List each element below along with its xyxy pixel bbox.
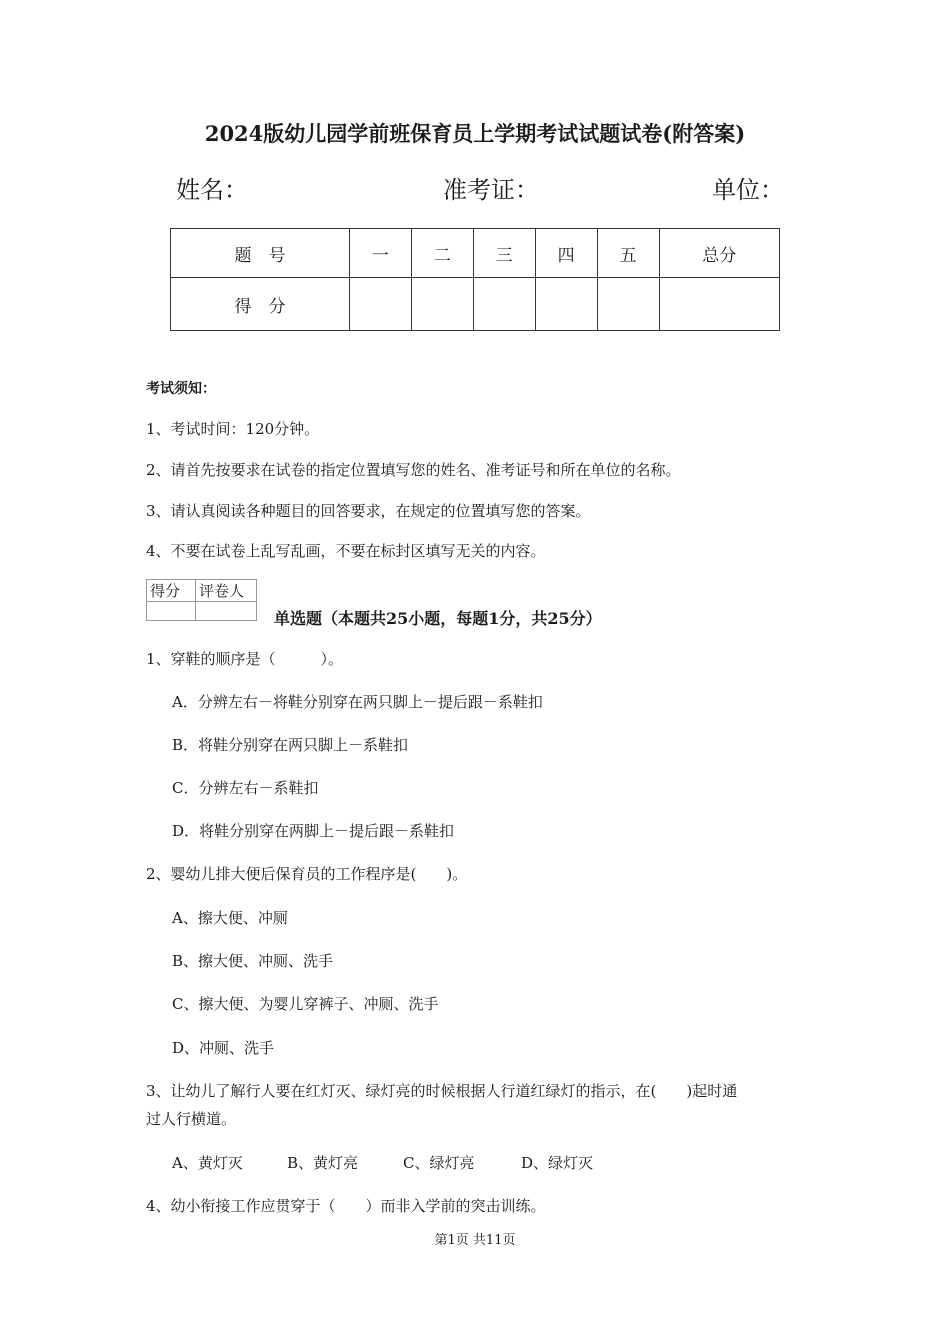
unit-field-label: 单位： bbox=[712, 176, 784, 204]
grader-blank-row bbox=[147, 602, 257, 621]
question-2-option-d: D、冲厕、洗手 bbox=[172, 1039, 275, 1057]
question-3-line-2: 过人行横道。 bbox=[146, 1110, 237, 1128]
page-title: 2024版幼儿园学前班保育员上学期考试试题试卷(附答案) bbox=[204, 121, 746, 146]
question-1-option-d: D．将鞋分别穿在两脚上－提后跟－系鞋扣 bbox=[172, 822, 455, 840]
question-1: 1、穿鞋的顺序是（ ）。 bbox=[146, 650, 344, 668]
name-field-label: 姓名： bbox=[176, 176, 248, 204]
score-cell bbox=[659, 278, 779, 331]
grader-reviewer-cell bbox=[196, 602, 257, 621]
question-2: 2、婴幼儿排大便后保育员的工作程序是( )。 bbox=[146, 865, 468, 883]
notice-item: 4、不要在试卷上乱写乱画，不要在标封区填写无关的内容。 bbox=[146, 542, 546, 560]
notice-item: 3、请认真阅读各种题目的回答要求，在规定的位置填写您的答案。 bbox=[146, 502, 591, 520]
notice-title: 考试须知： bbox=[146, 381, 216, 397]
question-3-line-1: 3、让幼儿了解行人要在红灯灭、绿灯亮的时候根据人行道红绿灯的指示，在( )起时通 bbox=[146, 1082, 738, 1100]
exam-id-field-label: 准考证： bbox=[443, 176, 539, 204]
score-cell bbox=[473, 278, 535, 331]
page-footer: 第1页 共11页 bbox=[434, 1233, 516, 1248]
score-header-cell: 五 bbox=[597, 229, 659, 278]
notice-item: 2、请首先按要求在试卷的指定位置填写您的姓名、准考证号和所在单位的名称。 bbox=[146, 461, 681, 479]
question-1-option-b: B．将鞋分别穿在两只脚上－系鞋扣 bbox=[172, 736, 409, 754]
grader-table bbox=[146, 579, 257, 621]
grader-header-row bbox=[147, 580, 257, 602]
score-header-cell: 总分 bbox=[659, 229, 779, 278]
score-table bbox=[170, 228, 780, 331]
question-2-option-b: B、擦大便、冲厕、洗手 bbox=[172, 952, 334, 970]
score-header-cell: 三 bbox=[473, 229, 535, 278]
score-cell bbox=[535, 278, 597, 331]
question-2-option-a: A、擦大便、冲厕 bbox=[172, 909, 288, 927]
score-table-header-row bbox=[171, 229, 780, 278]
score-cell bbox=[411, 278, 473, 331]
question-3-option-c: C、绿灯亮 bbox=[403, 1154, 475, 1172]
question-1-option-a: A．分辨左右－将鞋分别穿在两只脚上－提后跟－系鞋扣 bbox=[172, 693, 543, 711]
question-3-option-b: B、黄灯亮 bbox=[287, 1154, 359, 1172]
score-header-cell: 题 号 bbox=[171, 229, 350, 278]
question-3-option-a: A、黄灯灭 bbox=[172, 1154, 243, 1172]
question-3-option-d: D、绿灯灭 bbox=[521, 1154, 594, 1172]
question-1-option-c: C．分辨左右－系鞋扣 bbox=[172, 779, 319, 797]
grader-reviewer-label: 评卷人 bbox=[196, 580, 257, 602]
score-cell bbox=[597, 278, 659, 331]
score-row-label: 得 分 bbox=[171, 278, 350, 331]
score-header-cell: 一 bbox=[349, 229, 411, 278]
grader-score-label: 得分 bbox=[147, 580, 196, 602]
score-table-score-row bbox=[171, 278, 780, 331]
question-2-option-c: C、擦大便、为婴儿穿裤子、冲厕、洗手 bbox=[172, 995, 439, 1013]
grader-score-cell bbox=[147, 602, 196, 621]
score-header-cell: 四 bbox=[535, 229, 597, 278]
notice-item: 1、考试时间：120分钟。 bbox=[146, 420, 320, 438]
section-title: 单选题（本题共25小题，每题1分，共25分） bbox=[274, 609, 602, 628]
score-cell bbox=[349, 278, 411, 331]
score-header-cell: 二 bbox=[411, 229, 473, 278]
question-4: 4、幼小衔接工作应贯穿于（ ）而非入学前的突击训练。 bbox=[146, 1197, 546, 1215]
